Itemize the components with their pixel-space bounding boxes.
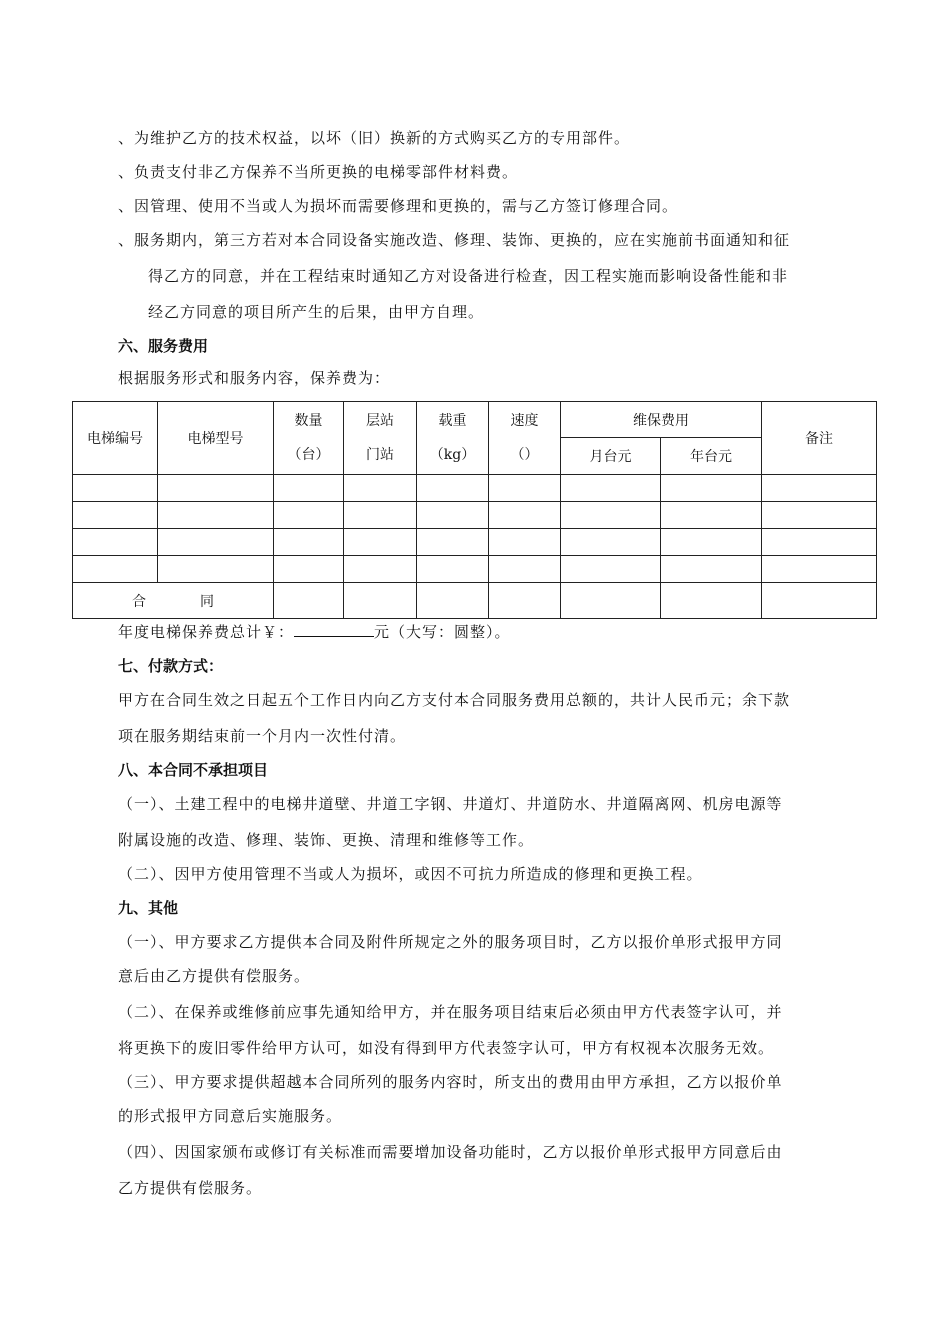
table-cell	[489, 556, 561, 583]
header-elevator-model: 电梯型号	[158, 402, 274, 475]
paragraph-line: 乙方提供有偿服务。	[118, 1179, 263, 1197]
table-cell	[762, 556, 877, 583]
list-item: 、服务期内，第三方若对本合同设备实施改造、修理、装饰、更换的，应在实施前书面通知和征	[118, 231, 791, 249]
table-cell	[762, 583, 877, 619]
table-cell	[762, 475, 877, 502]
header-elevator-no: 电梯编号	[73, 402, 158, 475]
paragraph-line: 项在服务期结束前一个月内一次性付清。	[118, 727, 407, 745]
table-cell	[661, 583, 762, 619]
table-cell	[274, 583, 344, 619]
table-cell	[274, 502, 344, 529]
paragraph-line: 将更换下的废旧零件给甲方认可，如没有得到甲方代表签字认可，甲方有权视本次服务无效。	[118, 1039, 775, 1057]
section-heading-exclusions: 八、本合同不承担项目	[118, 761, 269, 779]
table-cell	[417, 502, 489, 529]
header-monthly-fee: 月台元	[561, 438, 661, 475]
table-cell	[762, 502, 877, 529]
table-row	[73, 475, 877, 502]
table-cell	[417, 475, 489, 502]
table-row	[73, 529, 877, 556]
paragraph-line: （四）、因国家颁布或修订有关标准而需要增加设备功能时，乙方以报价单形式报甲方同意后由	[118, 1143, 783, 1161]
table-cell	[344, 502, 417, 529]
table-cell	[661, 502, 762, 529]
paragraph-line: （二）、因甲方使用管理不当或人为损坏，或因不可抗力所造成的修理和更换工程。	[118, 865, 703, 883]
table-cell	[417, 529, 489, 556]
table-cell	[344, 583, 417, 619]
annual-total-blank	[294, 622, 374, 637]
table-cell	[344, 556, 417, 583]
total-label-right: 同	[200, 593, 214, 610]
annual-total-prefix: 年度电梯保养费总计￥：	[118, 623, 295, 641]
header-floors	[344, 402, 417, 475]
table-cell	[158, 529, 274, 556]
table-cell	[762, 529, 877, 556]
table-cell	[661, 475, 762, 502]
fees-intro: 根据服务形式和服务内容，保养费为：	[118, 369, 391, 387]
table-cell	[274, 475, 344, 502]
header-load	[417, 402, 489, 475]
annual-total	[118, 622, 511, 642]
annual-total-suffix: 元（大写：圆整）。	[374, 623, 511, 641]
header-remark: 备注	[762, 402, 877, 475]
paragraph-line: （三）、甲方要求提供超越本合同所列的服务内容时，所支出的费用由甲方承担，乙方以报价单	[118, 1073, 783, 1091]
paragraph-line: （二）、在保养或维修前应事先通知给甲方，并在服务项目结束后必须由甲方代表签字认可，并	[118, 1003, 783, 1021]
table-cell	[158, 475, 274, 502]
table-cell	[73, 556, 158, 583]
paragraph-line: 的形式报甲方同意后实施服务。	[118, 1107, 343, 1125]
header-quantity-label: 数量	[294, 413, 323, 429]
table-cell	[274, 529, 344, 556]
table-cell	[158, 502, 274, 529]
table-row	[73, 556, 877, 583]
table-cell	[73, 475, 158, 502]
table-cell	[561, 475, 661, 502]
list-item-continuation: 得乙方的同意，并在工程结束时通知乙方对设备进行检查，因工程实施而影响设备性能和非	[148, 267, 789, 285]
header-speed	[489, 402, 561, 475]
header-floors-label: 层站	[366, 413, 394, 429]
paragraph-line: 甲方在合同生效之日起五个工作日内向乙方支付本合同服务费用总额的，共计人民币元；余下款	[118, 691, 791, 709]
list-item-continuation: 经乙方同意的项目所产生的后果，由甲方自理。	[148, 303, 485, 321]
total-label-left: 合	[132, 593, 146, 610]
paragraph-line: 意后由乙方提供有偿服务。	[118, 967, 311, 985]
table-cell	[73, 502, 158, 529]
table-cell	[158, 556, 274, 583]
table-cell	[561, 502, 661, 529]
table-cell	[417, 583, 489, 619]
header-load-unit: （kg）	[429, 447, 476, 463]
header-yearly-fee: 年台元	[661, 438, 762, 475]
header-doors-label: 门站	[366, 447, 394, 463]
table-cell	[489, 583, 561, 619]
section-heading-other: 九、其他	[118, 899, 179, 917]
maintenance-fee-table	[72, 401, 877, 619]
table-cell	[561, 583, 661, 619]
header-speed-unit: （）	[510, 447, 539, 463]
header-quantity	[274, 402, 344, 475]
table-cell	[344, 475, 417, 502]
table-cell	[489, 475, 561, 502]
table-cell	[489, 529, 561, 556]
paragraph-line: 附属设施的改造、修理、装饰、更换、清理和维修等工作。	[118, 831, 535, 849]
table-total-row	[73, 583, 877, 619]
table-row	[73, 502, 877, 529]
table-cell	[661, 556, 762, 583]
list-item: 、为维护乙方的技术权益，以坏（旧）换新的方式购买乙方的专用部件。	[118, 129, 631, 147]
table-cell	[561, 556, 661, 583]
table-cell	[561, 529, 661, 556]
header-load-label: 载重	[438, 413, 467, 429]
section-heading-fees: 六、服务费用	[118, 337, 209, 355]
header-speed-label: 速度	[510, 413, 539, 429]
header-quantity-unit: （台）	[287, 447, 330, 463]
header-maintenance-fee: 维保费用	[561, 402, 762, 438]
list-item: 、负责支付非乙方保养不当所更换的电梯零部件材料费。	[118, 163, 519, 181]
section-heading-payment: 七、付款方式：	[118, 657, 224, 675]
total-label-cell	[73, 583, 274, 619]
table-cell	[489, 502, 561, 529]
table-cell	[73, 529, 158, 556]
table-cell	[344, 529, 417, 556]
list-item: 、因管理、使用不当或人为损坏而需要修理和更换的，需与乙方签订修理合同。	[118, 197, 679, 215]
paragraph-line: （一）、甲方要求乙方提供本合同及附件所规定之外的服务项目时，乙方以报价单形式报甲方同	[118, 933, 783, 951]
table-cell	[417, 556, 489, 583]
table-cell	[274, 556, 344, 583]
paragraph-line: （一）、土建工程中的电梯井道壁、井道工字钢、井道灯、井道防水、井道隔离网、机房电源等	[118, 795, 783, 813]
table-cell	[661, 529, 762, 556]
